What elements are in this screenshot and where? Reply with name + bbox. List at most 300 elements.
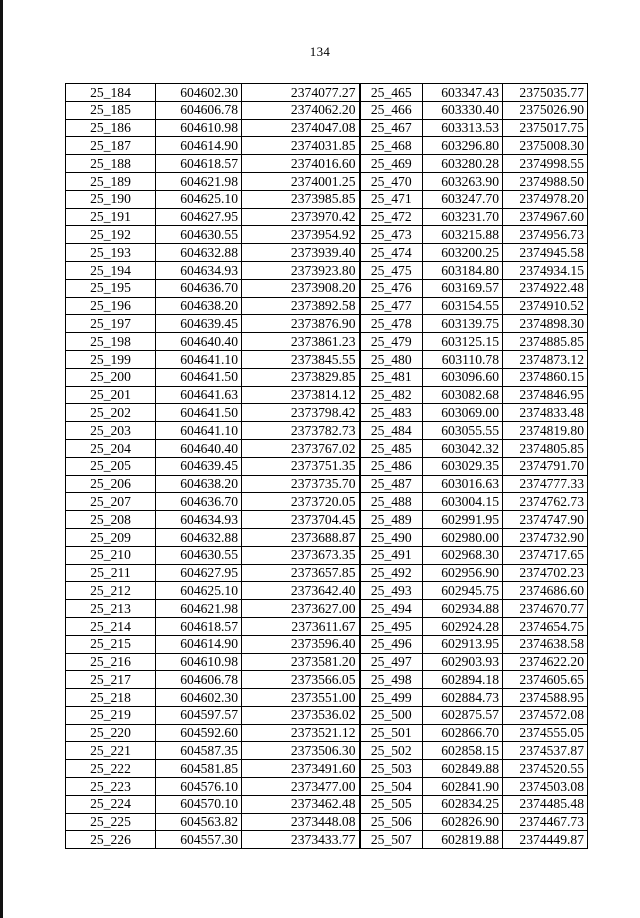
point-id-right: 25_499: [360, 689, 423, 707]
y-coordinate-right: 2374945.58: [503, 244, 588, 262]
x-coordinate-left: 604606.78: [156, 671, 242, 689]
x-coordinate-left: 604640.40: [156, 439, 242, 457]
x-coordinate-left: 604618.57: [156, 617, 242, 635]
point-id-left: 25_209: [66, 528, 156, 546]
y-coordinate-left: 2374001.25: [242, 172, 360, 190]
y-coordinate-left: 2374047.08: [242, 119, 360, 137]
point-id-left: 25_189: [66, 172, 156, 190]
point-id-right: 25_502: [360, 742, 423, 760]
x-coordinate-right: 603082.68: [423, 386, 503, 404]
page-number: 134: [309, 44, 331, 59]
point-id-right: 25_501: [360, 724, 423, 742]
x-coordinate-left: 604576.10: [156, 778, 242, 796]
point-id-left: 25_193: [66, 244, 156, 262]
y-coordinate-left: 2373448.08: [242, 813, 360, 831]
x-coordinate-left: 604625.10: [156, 582, 242, 600]
point-id-right: 25_507: [360, 831, 423, 849]
point-id-right: 25_476: [360, 279, 423, 297]
table-row: [66, 386, 588, 404]
y-coordinate-right: 2374833.48: [503, 404, 588, 422]
point-id-left: 25_226: [66, 831, 156, 849]
y-coordinate-right: 2374777.33: [503, 475, 588, 493]
y-coordinate-left: 2373814.12: [242, 386, 360, 404]
point-id-right: 25_472: [360, 208, 423, 226]
y-coordinate-right: 2374732.90: [503, 528, 588, 546]
table-row: [66, 689, 588, 707]
x-coordinate-right: 603296.80: [423, 137, 503, 155]
point-id-right: 25_470: [360, 172, 423, 190]
y-coordinate-right: 2374885.85: [503, 333, 588, 351]
point-id-left: 25_213: [66, 600, 156, 618]
y-coordinate-right: 2374967.60: [503, 208, 588, 226]
point-id-right: 25_479: [360, 333, 423, 351]
table-row: [66, 493, 588, 511]
y-coordinate-right: 2374537.87: [503, 742, 588, 760]
point-id-right: 25_490: [360, 528, 423, 546]
point-id-right: 25_480: [360, 350, 423, 368]
x-coordinate-right: 603154.55: [423, 297, 503, 315]
point-id-right: 25_466: [360, 101, 423, 119]
x-coordinate-right: 602875.57: [423, 706, 503, 724]
point-id-left: 25_215: [66, 635, 156, 653]
table-row: [66, 172, 588, 190]
x-coordinate-left: 604557.30: [156, 831, 242, 849]
y-coordinate-right: 2374898.30: [503, 315, 588, 333]
point-id-right: 25_473: [360, 226, 423, 244]
table-row: [66, 617, 588, 635]
point-id-right: 25_468: [360, 137, 423, 155]
y-coordinate-right: 2374998.55: [503, 155, 588, 173]
x-coordinate-right: 602866.70: [423, 724, 503, 742]
point-id-left: 25_188: [66, 155, 156, 173]
x-coordinate-right: 603139.75: [423, 315, 503, 333]
y-coordinate-left: 2373521.12: [242, 724, 360, 742]
point-id-left: 25_203: [66, 422, 156, 440]
x-coordinate-left: 604602.30: [156, 689, 242, 707]
table-row: [66, 600, 588, 618]
x-coordinate-right: 602913.95: [423, 635, 503, 653]
x-coordinate-left: 604614.90: [156, 137, 242, 155]
x-coordinate-left: 604641.50: [156, 404, 242, 422]
table-row: [66, 457, 588, 475]
table-row: [66, 208, 588, 226]
y-coordinate-left: 2373845.55: [242, 350, 360, 368]
point-id-left: 25_214: [66, 617, 156, 635]
y-coordinate-right: 2374503.08: [503, 778, 588, 796]
y-coordinate-left: 2373657.85: [242, 564, 360, 582]
point-id-right: 25_493: [360, 582, 423, 600]
y-coordinate-right: 2374805.85: [503, 439, 588, 457]
point-id-left: 25_210: [66, 546, 156, 564]
point-id-right: 25_467: [360, 119, 423, 137]
x-coordinate-right: 603096.60: [423, 368, 503, 386]
y-coordinate-left: 2373923.80: [242, 261, 360, 279]
x-coordinate-left: 604638.20: [156, 475, 242, 493]
y-coordinate-right: 2374520.55: [503, 760, 588, 778]
y-coordinate-right: 2374956.73: [503, 226, 588, 244]
x-coordinate-left: 604621.98: [156, 172, 242, 190]
x-coordinate-left: 604641.63: [156, 386, 242, 404]
y-coordinate-right: 2374638.58: [503, 635, 588, 653]
point-id-left: 25_192: [66, 226, 156, 244]
x-coordinate-right: 602968.30: [423, 546, 503, 564]
x-coordinate-left: 604636.70: [156, 279, 242, 297]
x-coordinate-left: 604641.50: [156, 368, 242, 386]
table-row: [66, 297, 588, 315]
y-coordinate-right: 2374717.65: [503, 546, 588, 564]
point-id-right: 25_494: [360, 600, 423, 618]
point-id-right: 25_488: [360, 493, 423, 511]
point-id-right: 25_475: [360, 261, 423, 279]
x-coordinate-right: 603169.57: [423, 279, 503, 297]
point-id-left: 25_204: [66, 439, 156, 457]
x-coordinate-right: 602849.88: [423, 760, 503, 778]
point-id-right: 25_481: [360, 368, 423, 386]
coordinates-table: [65, 83, 588, 849]
table-row: [66, 101, 588, 119]
y-coordinate-right: 2374670.77: [503, 600, 588, 618]
table-row: [66, 368, 588, 386]
point-id-right: 25_489: [360, 511, 423, 529]
point-id-left: 25_225: [66, 813, 156, 831]
x-coordinate-right: 603313.53: [423, 119, 503, 137]
y-coordinate-left: 2373477.00: [242, 778, 360, 796]
y-coordinate-right: 2374910.52: [503, 297, 588, 315]
y-coordinate-right: 2374747.90: [503, 511, 588, 529]
x-coordinate-right: 602903.93: [423, 653, 503, 671]
point-id-left: 25_186: [66, 119, 156, 137]
table-row: [66, 404, 588, 422]
table-row: [66, 706, 588, 724]
y-coordinate-right: 2375026.90: [503, 101, 588, 119]
x-coordinate-right: 602834.25: [423, 795, 503, 813]
x-coordinate-left: 604641.10: [156, 422, 242, 440]
y-coordinate-right: 2374686.60: [503, 582, 588, 600]
point-id-left: 25_200: [66, 368, 156, 386]
table-row: [66, 795, 588, 813]
x-coordinate-left: 604627.95: [156, 208, 242, 226]
point-id-right: 25_500: [360, 706, 423, 724]
x-coordinate-left: 604581.85: [156, 760, 242, 778]
point-id-left: 25_198: [66, 333, 156, 351]
y-coordinate-left: 2373798.42: [242, 404, 360, 422]
point-id-left: 25_199: [66, 350, 156, 368]
table-row: [66, 333, 588, 351]
y-coordinate-left: 2373829.85: [242, 368, 360, 386]
y-coordinate-right: 2374555.05: [503, 724, 588, 742]
x-coordinate-left: 604632.88: [156, 528, 242, 546]
point-id-left: 25_205: [66, 457, 156, 475]
x-coordinate-left: 604610.98: [156, 119, 242, 137]
point-id-left: 25_184: [66, 84, 156, 102]
x-coordinate-right: 603004.15: [423, 493, 503, 511]
x-coordinate-left: 604592.60: [156, 724, 242, 742]
table-row: [66, 724, 588, 742]
x-coordinate-right: 603069.00: [423, 404, 503, 422]
x-coordinate-right: 602841.90: [423, 778, 503, 796]
x-coordinate-right: 603231.70: [423, 208, 503, 226]
y-coordinate-left: 2373985.85: [242, 190, 360, 208]
y-coordinate-right: 2374702.23: [503, 564, 588, 582]
table-row: [66, 635, 588, 653]
point-id-left: 25_211: [66, 564, 156, 582]
y-coordinate-left: 2373462.48: [242, 795, 360, 813]
y-coordinate-left: 2374016.60: [242, 155, 360, 173]
x-coordinate-left: 604630.55: [156, 546, 242, 564]
table-row: [66, 279, 588, 297]
table-row: [66, 511, 588, 529]
table-row: [66, 831, 588, 849]
x-coordinate-left: 604641.10: [156, 350, 242, 368]
y-coordinate-left: 2373627.00: [242, 600, 360, 618]
point-id-left: 25_191: [66, 208, 156, 226]
point-id-left: 25_207: [66, 493, 156, 511]
x-coordinate-left: 604640.40: [156, 333, 242, 351]
x-coordinate-left: 604625.10: [156, 190, 242, 208]
table-row: [66, 742, 588, 760]
y-coordinate-left: 2374062.20: [242, 101, 360, 119]
coordinates-table-body: [66, 84, 588, 849]
x-coordinate-left: 604614.90: [156, 635, 242, 653]
x-coordinate-right: 603042.32: [423, 439, 503, 457]
y-coordinate-left: 2374031.85: [242, 137, 360, 155]
point-id-right: 25_492: [360, 564, 423, 582]
point-id-right: 25_491: [360, 546, 423, 564]
point-id-right: 25_505: [360, 795, 423, 813]
table-row: [66, 475, 588, 493]
y-coordinate-right: 2374819.80: [503, 422, 588, 440]
point-id-right: 25_498: [360, 671, 423, 689]
y-coordinate-left: 2373491.60: [242, 760, 360, 778]
table-row: [66, 119, 588, 137]
point-id-right: 25_477: [360, 297, 423, 315]
point-id-right: 25_471: [360, 190, 423, 208]
y-coordinate-left: 2373433.77: [242, 831, 360, 849]
y-coordinate-right: 2375017.75: [503, 119, 588, 137]
y-coordinate-left: 2373551.00: [242, 689, 360, 707]
y-coordinate-left: 2373566.05: [242, 671, 360, 689]
y-coordinate-right: 2375008.30: [503, 137, 588, 155]
point-id-left: 25_196: [66, 297, 156, 315]
y-coordinate-right: 2374988.50: [503, 172, 588, 190]
y-coordinate-right: 2374791.70: [503, 457, 588, 475]
point-id-left: 25_223: [66, 778, 156, 796]
x-coordinate-left: 604632.88: [156, 244, 242, 262]
x-coordinate-left: 604639.45: [156, 457, 242, 475]
x-coordinate-left: 604634.93: [156, 261, 242, 279]
y-coordinate-right: 2374922.48: [503, 279, 588, 297]
y-coordinate-left: 2373782.73: [242, 422, 360, 440]
point-id-left: 25_212: [66, 582, 156, 600]
x-coordinate-right: 603347.43: [423, 84, 503, 102]
point-id-left: 25_218: [66, 689, 156, 707]
y-coordinate-left: 2373970.42: [242, 208, 360, 226]
x-coordinate-right: 602991.95: [423, 511, 503, 529]
x-coordinate-left: 604630.55: [156, 226, 242, 244]
y-coordinate-left: 2373751.35: [242, 457, 360, 475]
x-coordinate-left: 604627.95: [156, 564, 242, 582]
x-coordinate-right: 603215.88: [423, 226, 503, 244]
x-coordinate-left: 604610.98: [156, 653, 242, 671]
y-coordinate-right: 2374978.20: [503, 190, 588, 208]
x-coordinate-left: 604621.98: [156, 600, 242, 618]
x-coordinate-right: 603110.78: [423, 350, 503, 368]
x-coordinate-right: 603125.15: [423, 333, 503, 351]
y-coordinate-right: 2374605.65: [503, 671, 588, 689]
point-id-left: 25_197: [66, 315, 156, 333]
table-row: [66, 671, 588, 689]
point-id-left: 25_201: [66, 386, 156, 404]
table-row: [66, 155, 588, 173]
y-coordinate-right: 2375035.77: [503, 84, 588, 102]
x-coordinate-left: 604563.82: [156, 813, 242, 831]
x-coordinate-left: 604587.35: [156, 742, 242, 760]
point-id-left: 25_187: [66, 137, 156, 155]
table-row: [66, 528, 588, 546]
y-coordinate-left: 2373611.67: [242, 617, 360, 635]
y-coordinate-left: 2373688.87: [242, 528, 360, 546]
y-coordinate-left: 2373642.40: [242, 582, 360, 600]
y-coordinate-right: 2374467.73: [503, 813, 588, 831]
x-coordinate-right: 602894.18: [423, 671, 503, 689]
point-id-right: 25_504: [360, 778, 423, 796]
point-id-right: 25_503: [360, 760, 423, 778]
y-coordinate-left: 2373536.02: [242, 706, 360, 724]
y-coordinate-left: 2374077.27: [242, 84, 360, 102]
table-row: [66, 315, 588, 333]
y-coordinate-left: 2373735.70: [242, 475, 360, 493]
y-coordinate-right: 2374934.15: [503, 261, 588, 279]
x-coordinate-right: 602819.88: [423, 831, 503, 849]
x-coordinate-right: 603029.35: [423, 457, 503, 475]
point-id-right: 25_483: [360, 404, 423, 422]
point-id-left: 25_217: [66, 671, 156, 689]
table-row: [66, 546, 588, 564]
y-coordinate-left: 2373704.45: [242, 511, 360, 529]
point-id-left: 25_208: [66, 511, 156, 529]
point-id-left: 25_216: [66, 653, 156, 671]
y-coordinate-right: 2374449.87: [503, 831, 588, 849]
x-coordinate-right: 602945.75: [423, 582, 503, 600]
x-coordinate-right: 602934.88: [423, 600, 503, 618]
x-coordinate-right: 603055.55: [423, 422, 503, 440]
x-coordinate-right: 603330.40: [423, 101, 503, 119]
x-coordinate-left: 604602.30: [156, 84, 242, 102]
y-coordinate-left: 2373596.40: [242, 635, 360, 653]
x-coordinate-right: 602956.90: [423, 564, 503, 582]
x-coordinate-right: 602924.28: [423, 617, 503, 635]
y-coordinate-left: 2373939.40: [242, 244, 360, 262]
table-row: [66, 778, 588, 796]
x-coordinate-right: 603280.28: [423, 155, 503, 173]
x-coordinate-right: 602826.90: [423, 813, 503, 831]
table-row: [66, 244, 588, 262]
table-row: [66, 137, 588, 155]
point-id-right: 25_478: [360, 315, 423, 333]
point-id-right: 25_485: [360, 439, 423, 457]
y-coordinate-right: 2374860.15: [503, 368, 588, 386]
point-id-left: 25_222: [66, 760, 156, 778]
x-coordinate-left: 604634.93: [156, 511, 242, 529]
point-id-right: 25_495: [360, 617, 423, 635]
point-id-right: 25_487: [360, 475, 423, 493]
x-coordinate-left: 604636.70: [156, 493, 242, 511]
point-id-left: 25_206: [66, 475, 156, 493]
point-id-left: 25_224: [66, 795, 156, 813]
y-coordinate-left: 2373673.35: [242, 546, 360, 564]
table-row: [66, 350, 588, 368]
y-coordinate-left: 2373861.23: [242, 333, 360, 351]
x-coordinate-right: 603184.80: [423, 261, 503, 279]
point-id-right: 25_496: [360, 635, 423, 653]
point-id-left: 25_221: [66, 742, 156, 760]
point-id-right: 25_486: [360, 457, 423, 475]
y-coordinate-right: 2374762.73: [503, 493, 588, 511]
y-coordinate-right: 2374654.75: [503, 617, 588, 635]
table-row: [66, 84, 588, 102]
point-id-right: 25_465: [360, 84, 423, 102]
x-coordinate-left: 604618.57: [156, 155, 242, 173]
table-row: [66, 653, 588, 671]
table-row: [66, 813, 588, 831]
table-row: [66, 760, 588, 778]
table-row: [66, 226, 588, 244]
x-coordinate-right: 603263.90: [423, 172, 503, 190]
table-row: [66, 564, 588, 582]
x-coordinate-right: 602884.73: [423, 689, 503, 707]
y-coordinate-left: 2373908.20: [242, 279, 360, 297]
y-coordinate-left: 2373954.92: [242, 226, 360, 244]
point-id-right: 25_469: [360, 155, 423, 173]
x-coordinate-left: 604597.57: [156, 706, 242, 724]
point-id-left: 25_195: [66, 279, 156, 297]
point-id-left: 25_220: [66, 724, 156, 742]
y-coordinate-left: 2373892.58: [242, 297, 360, 315]
point-id-left: 25_194: [66, 261, 156, 279]
x-coordinate-left: 604606.78: [156, 101, 242, 119]
x-coordinate-right: 602980.00: [423, 528, 503, 546]
point-id-left: 25_202: [66, 404, 156, 422]
point-id-right: 25_484: [360, 422, 423, 440]
y-coordinate-left: 2373506.30: [242, 742, 360, 760]
point-id-right: 25_497: [360, 653, 423, 671]
table-row: [66, 422, 588, 440]
y-coordinate-right: 2374572.08: [503, 706, 588, 724]
page-edge-shadow: [0, 0, 3, 918]
y-coordinate-left: 2373720.05: [242, 493, 360, 511]
y-coordinate-right: 2374846.95: [503, 386, 588, 404]
point-id-right: 25_482: [360, 386, 423, 404]
point-id-left: 25_185: [66, 101, 156, 119]
table-row: [66, 190, 588, 208]
x-coordinate-right: 603200.25: [423, 244, 503, 262]
point-id-left: 25_190: [66, 190, 156, 208]
x-coordinate-left: 604638.20: [156, 297, 242, 315]
x-coordinate-right: 603247.70: [423, 190, 503, 208]
y-coordinate-right: 2374622.20: [503, 653, 588, 671]
x-coordinate-right: 603016.63: [423, 475, 503, 493]
x-coordinate-left: 604570.10: [156, 795, 242, 813]
y-coordinate-right: 2374485.48: [503, 795, 588, 813]
table-row: [66, 582, 588, 600]
y-coordinate-right: 2374873.12: [503, 350, 588, 368]
y-coordinate-left: 2373767.02: [242, 439, 360, 457]
table-row: [66, 439, 588, 457]
y-coordinate-left: 2373876.90: [242, 315, 360, 333]
x-coordinate-right: 602858.15: [423, 742, 503, 760]
y-coordinate-left: 2373581.20: [242, 653, 360, 671]
table-row: [66, 261, 588, 279]
